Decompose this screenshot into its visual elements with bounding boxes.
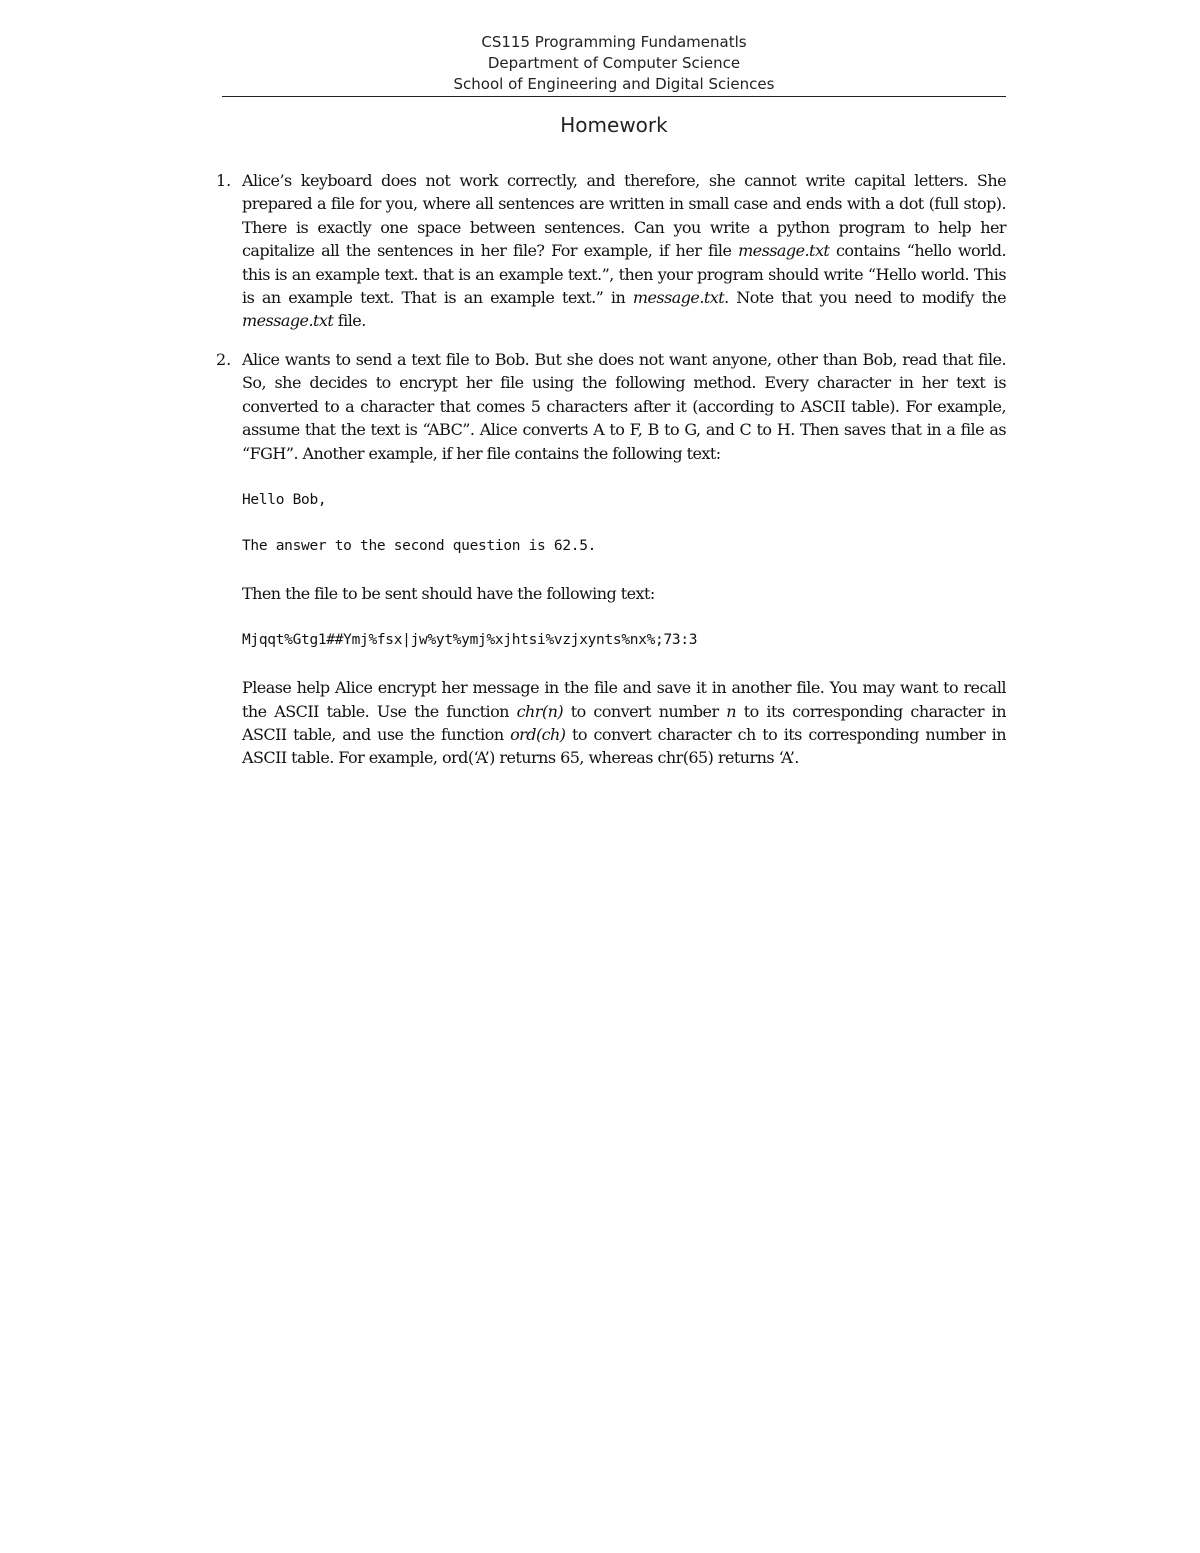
- code-line: Hello Bob,: [242, 491, 327, 508]
- course-line: CS115 Programming Fundamenatls: [481, 33, 747, 51]
- department-line: Department of Computer Science: [487, 54, 741, 72]
- problem-text-segment: Alice’s keyboard does not work correctly, and therefore, she cannot write capital letters. She prepared a file for you, where all sentences are written in small case and ends with a dot (full stop). There is exactly one space between sentences. Can you write a python program to help her capitalize all the sentences in her file? For example, if her file: [242, 171, 1006, 261]
- problem-2: [216, 348, 1006, 770]
- filename: message.txt: [632, 288, 725, 308]
- code-line: The answer to the second question is 62.5.: [242, 538, 597, 555]
- page-title: Homework: [560, 113, 668, 137]
- problem-text: [242, 169, 1006, 333]
- problem-number: 1.: [216, 171, 232, 190]
- problem-intro: [242, 348, 1006, 465]
- filename: message.txt: [242, 311, 334, 331]
- problem-text-segment: to convert number: [563, 701, 727, 721]
- school-line: School of Engineering and Digital Sciences: [453, 75, 775, 93]
- variable-name: n: [726, 701, 737, 721]
- problem-outro: [242, 676, 1006, 770]
- problem-text-segment: Alice wants to send a text file to Bob. But she does not want anyone, other than Bob, read that file. So, she decides to encrypt her file using the following method. Every character in her text is converted to a character that comes 5 characters after it (according to ASCII table). For example, assume that the text is “ABC”. Alice converts A to F, B to G, and C to H. Then saves that in a file as “FGH”. Another example, if her file contains the following text:: [242, 350, 1006, 463]
- problem-middle-text: [242, 582, 1006, 605]
- problem-number: 2.: [216, 350, 232, 369]
- document-header: [222, 32, 1006, 95]
- problem-text-segment: . Note that you need to modify the: [724, 288, 1006, 308]
- problem-text-segment: Please help Alice encrypt her message in the file and save it in another file. You may want to recall the ASCII table. Use the function: [242, 678, 1006, 721]
- problem-text-segment: to its corresponding character in ASCII table, and use the function: [242, 701, 1006, 744]
- encrypted-code-line: Mjqqt%Gtg1##Ymj%fsx|jw%yt%ymj%xjhtsi%vzjxynts%nx%;73:3: [242, 632, 698, 649]
- problem-1: [216, 169, 1006, 333]
- problem-text-segment: Then the file to be sent should have the following text:: [242, 584, 655, 604]
- function-name: ord(ch): [510, 724, 566, 744]
- problem-text-segment: file.: [333, 311, 366, 331]
- problem-text-segment: to convert character ch to its corresponding number in ASCII table. For example, ord(‘A’) returns 65, whereas chr(65) returns ‘A’.: [242, 724, 1006, 768]
- problem-text-segment: contains “hello world. this is an example text. that is an example text.”, then your program should write “Hello world. This is an example text. That is an example text.” in: [242, 241, 1006, 308]
- function-name: chr(n): [516, 701, 564, 721]
- filename: message.txt: [738, 241, 830, 261]
- header-rule: [222, 96, 1006, 97]
